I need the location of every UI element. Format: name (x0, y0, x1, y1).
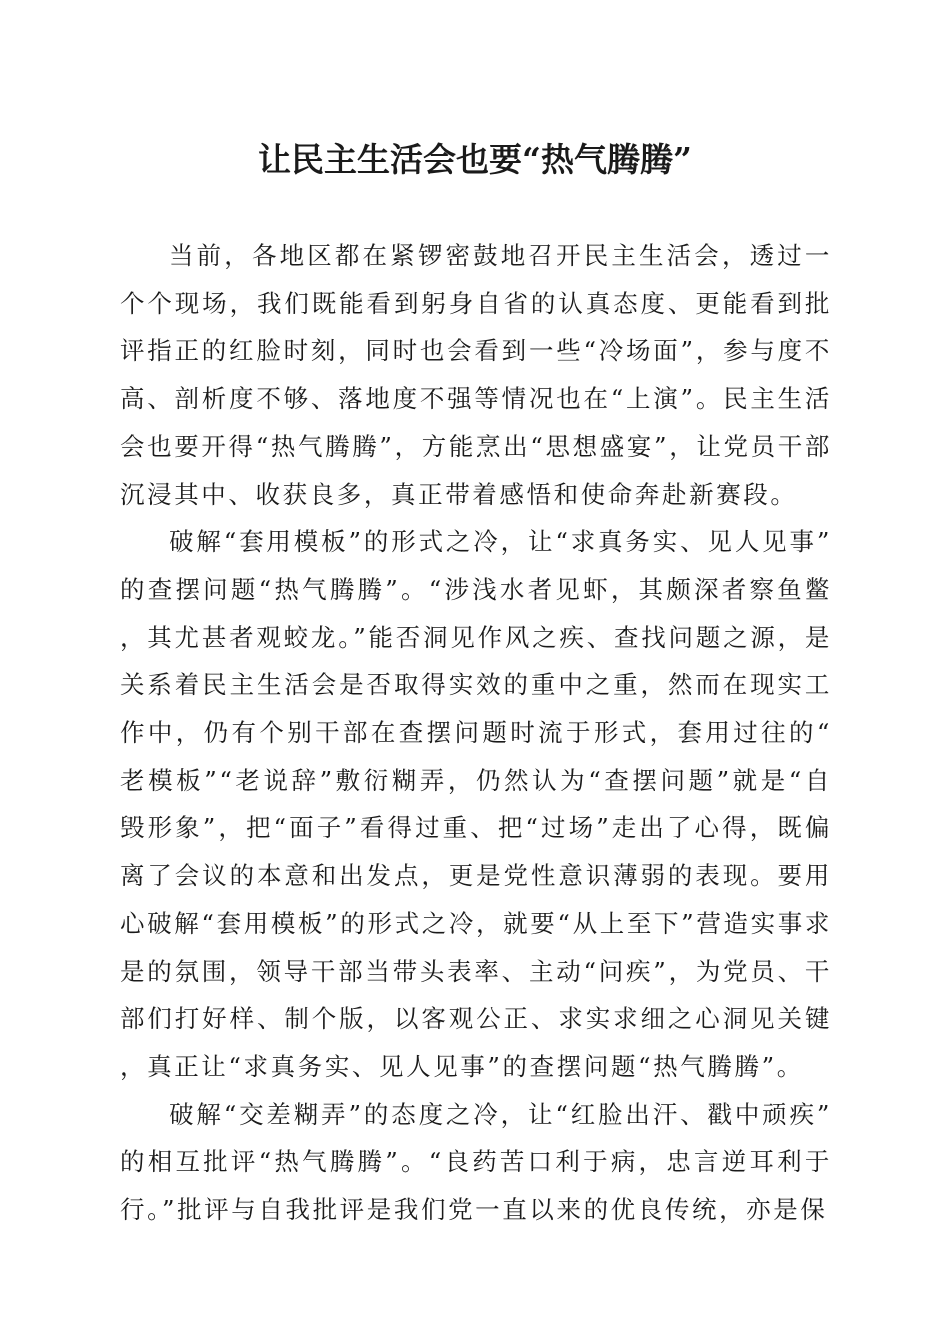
document-title: 让民主生活会也要“热气腾腾” (258, 140, 692, 179)
paragraph-2: 破解“套用模板”的形式之冷，让“求真务实、见人见事”的查摆问题“热气腾腾”。“涉浅水者见虾，其颇深者察鱼鳖，其尤甚者观蛟龙。”能否洞见作风之疾、查找问题之源，是关系着民主生活会是否取得实效的重中之重，然而在现实工作中，仍有个别干部在查摆问题时流于形式，套用过往的“老模板”“老说辞”敷衍糊弄，仍然认为“查摆问题”就是“自毁形象”，把“面子”看得过重、把“过场”走出了心得，既偏离了会议的本意和出发点，更是党性意识薄弱的表现。要用心破解“套用模板”的形式之冷，就要“从上至下”营造实事求是的氛围，领导干部当带头表率、主动“问疾”，为党员、干部们打好样、制个版，以客观公正、求实求细之心洞见关键，真正让“求真务实、见人见事”的查摆问题“热气腾腾”。 (120, 527, 832, 1081)
paragraph-1: 当前，各地区都在紧锣密鼓地召开民主生活会，透过一个个现场，我们既能看到躬身自省的认真态度、更能看到批评指正的红脸时刻，同时也会看到一些“冷场面”，参与度不高、剖析度不够、落地度不强等情况也在“上演”。民主生活会也要开得“热气腾腾”，方能烹出“思想盛宴”，让党员干部沉浸其中、收获良多，真正带着感悟和使命奔赴新赛段。 (120, 241, 832, 509)
paragraph-3: 破解“交差糊弄”的态度之冷，让“红脸出汗、戳中顽疾”的相互批评“热气腾腾”。“良药苦口利于病，忠言逆耳利于行。”批评与自我批评是我们党一直以来的优良传统，亦是保 (120, 1099, 832, 1225)
article-body (120, 232, 832, 1234)
